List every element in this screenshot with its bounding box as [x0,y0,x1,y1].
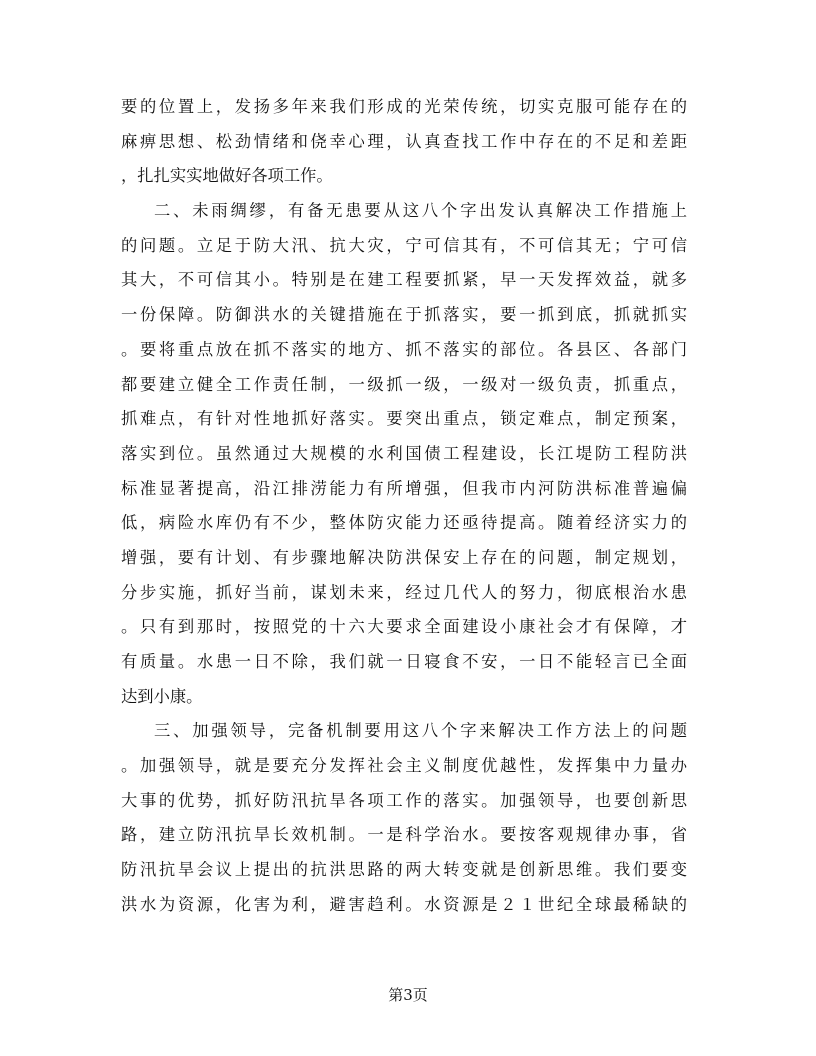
text-line: 落实到位。虽然通过大规模的水利国债工程建设，长江堤防工程防洪 [121,443,687,463]
text-line: 达到小康。 [121,686,203,706]
text-line: 。要将重点放在抓不落实的地方、抓不落实的部位。各县区、各部门 [121,339,687,359]
text-line: 麻痹思想、松劲情绪和侥幸心理，认真查找工作中存在的不足和差距 [121,131,687,151]
text-line: 洪水为资源，化害为利，避害趋利。水资源是２１世纪全球最稀缺的 [121,894,687,914]
text-line: 大事的优势，抓好防汛抗旱各项工作的落实。加强领导，也要创新思 [121,790,687,810]
text-line: 防汛抗旱会议上提出的抗洪思路的两大转变就是创新思维。我们要变 [121,860,687,880]
text-line: ，扎扎实实地做好各项工作。 [121,166,333,186]
text-line: 一份保障。防御洪水的关键措施在于抓落实，要一抓到底，抓就抓实 [121,305,687,325]
text-line: 分步实施，抓好当前，谋划未来，经过几代人的努力，彻底根治水患 [121,582,687,602]
text-line: 。加强领导，就是要充分发挥社会主义制度优越性，发挥集中力量办 [121,756,687,776]
text-line: 路，建立防汛抗旱长效机制。一是科学治水。要按客观规律办事，省 [121,825,687,845]
text-line: 标准显著提高，沿江排涝能力有所增强，但我市内河防洪标准普遍偏 [121,478,687,498]
paragraph-start-line: 二、未雨绸缪，有备无患要从这八个字出发认真解决工作措施上 [154,201,687,221]
text-line: 的问题。立足于防大汛、抗大灾，宁可信其有，不可信其无；宁可信 [121,235,687,255]
paragraph-start-line: 三、加强领导，完备机制要用这八个字来解决工作方法上的问题 [154,721,687,741]
text-line: 要的位置上，发扬多年来我们形成的光荣传统，切实克服可能存在的 [121,97,687,116]
text-line: 低，病险水库仍有不少，整体防灾能力还亟待提高。随着经济实力的 [121,513,687,533]
page-number: 第3页 [388,986,428,1004]
text-line: 有质量。水患一日不除，我们就一日寝食不安，一日不能轻言已全面 [121,652,687,671]
text-line: 抓难点，有针对性地抓好落实。要突出重点，锁定难点，制定预案， [121,409,687,429]
document-body [121,90,687,923]
text-line: 其大，不可信其小。特别是在建工程要抓紧，早一天发挥效益，就多 [121,270,687,290]
text-line: 都要建立健全工作责任制，一级抓一级，一级对一级负责，抓重点， [121,374,687,394]
text-line: 。只有到那时，按照党的十六大要求全面建设小康社会才有保障，才 [121,617,687,637]
text-line: 增强，要有计划、有步骤地解决防洪保安上存在的问题，制定规划， [121,547,687,567]
